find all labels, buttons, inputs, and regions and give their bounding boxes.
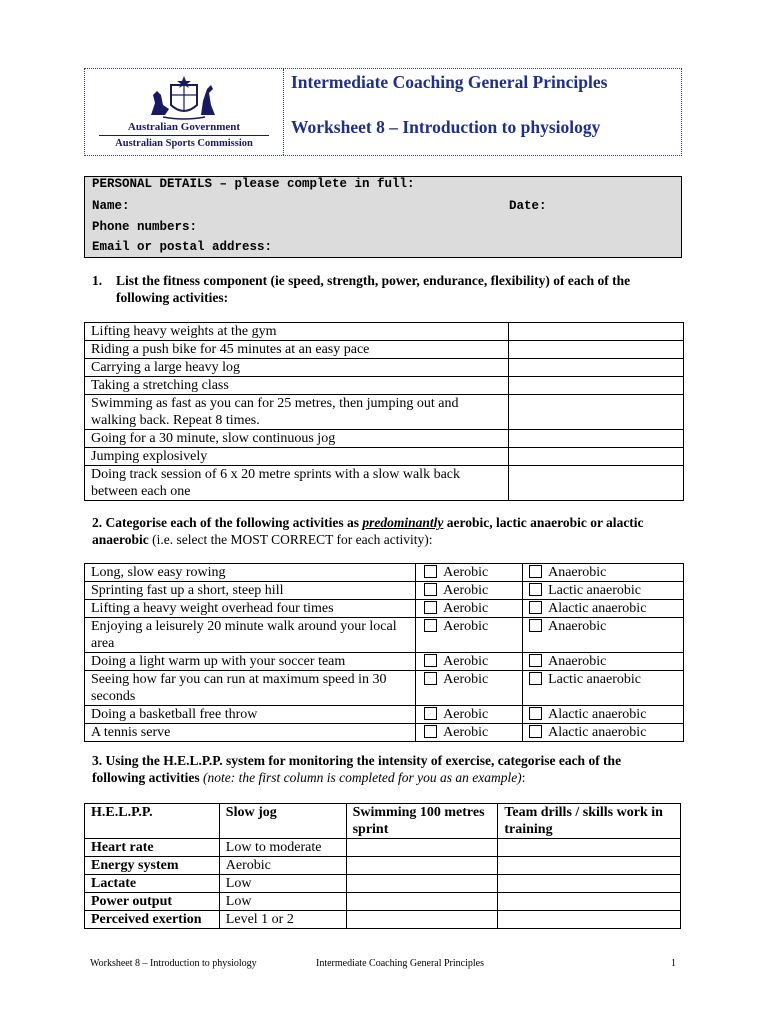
worksheet-title: Worksheet 8 – Introduction to physiology xyxy=(291,117,601,137)
q1-activity: Lifting heavy weights at the gym xyxy=(85,323,509,341)
q3-swimming-answer-cell[interactable] xyxy=(346,839,498,857)
q3-header-row xyxy=(85,804,681,839)
checkbox[interactable] xyxy=(424,601,437,614)
personal-details-heading: PERSONAL DETAILS – please complete in full: xyxy=(92,177,415,191)
q3-row-label: Lactate xyxy=(85,875,220,893)
q3-slow-jog-value: Level 1 or 2 xyxy=(219,911,346,929)
q2-activity: Sprinting fast up a short, steep hill xyxy=(85,582,416,600)
table-row xyxy=(85,893,681,911)
table-row xyxy=(85,359,684,377)
checkbox[interactable] xyxy=(529,725,542,738)
checkbox[interactable] xyxy=(529,672,542,685)
table-row xyxy=(85,653,684,671)
table-row xyxy=(85,671,684,706)
q2-option-label: Aerobic xyxy=(443,725,489,740)
q3-slow-jog-value: Low to moderate xyxy=(219,839,346,857)
table-row xyxy=(85,323,684,341)
q3-table xyxy=(84,803,681,929)
table-row xyxy=(85,839,681,857)
table-row xyxy=(85,448,684,466)
table-row xyxy=(85,857,681,875)
checkbox[interactable] xyxy=(529,565,542,578)
q2-option-cell xyxy=(416,706,523,724)
logo-text-commission: Australian Sports Commission xyxy=(115,138,253,149)
q1-number: 1. xyxy=(92,273,103,288)
checkbox[interactable] xyxy=(424,654,437,667)
q3-text-note: (note: the first column is completed for you as an example) xyxy=(199,770,522,785)
q3-swimming-answer-cell[interactable] xyxy=(346,911,498,929)
email-label[interactable]: Email or postal address: xyxy=(92,240,273,254)
q2-activity: Doing a light warm up with your soccer team xyxy=(85,653,416,671)
q3-team-drills-answer-cell[interactable] xyxy=(498,857,681,875)
q1-activity: Jumping explosively xyxy=(85,448,509,466)
q2-activity: Enjoying a leisurely 20 minute walk around your local area xyxy=(85,618,416,653)
q2-text-middle: aerobic, lactic anaerobic or alactic anaerobic xyxy=(92,515,644,547)
q2-option-cell xyxy=(416,564,523,582)
q2-option-label: Aerobic xyxy=(443,583,489,598)
course-title: Intermediate Coaching General Principles xyxy=(291,72,608,92)
q1-table xyxy=(84,322,684,501)
q2-option-cell xyxy=(523,564,684,582)
table-row xyxy=(85,600,684,618)
table-row xyxy=(85,582,684,600)
q3-team-drills-answer-cell[interactable] xyxy=(498,875,681,893)
q2-option-cell xyxy=(416,618,523,653)
q2-option-cell xyxy=(523,706,684,724)
q2-option-label: Aerobic xyxy=(443,601,489,616)
q2-option-cell xyxy=(416,671,523,706)
checkbox[interactable] xyxy=(424,619,437,632)
table-row xyxy=(85,875,681,893)
checkbox[interactable] xyxy=(529,583,542,596)
q1-activity: Riding a push bike for 45 minutes at an easy pace xyxy=(85,341,509,359)
personal-details-box xyxy=(84,176,682,258)
q3-header-slow-jog: Slow jog xyxy=(219,804,346,839)
q2-table xyxy=(84,563,684,742)
q3-team-drills-answer-cell[interactable] xyxy=(498,839,681,857)
table-row xyxy=(85,341,684,359)
q3-row-label: Power output xyxy=(85,893,220,911)
checkbox[interactable] xyxy=(424,707,437,720)
q2-activity: Long, slow easy rowing xyxy=(85,564,416,582)
footer-center: Intermediate Coaching General Principles xyxy=(316,958,484,969)
checkbox[interactable] xyxy=(529,619,542,632)
q2-text-emphasis: predominantly xyxy=(362,515,444,530)
table-row xyxy=(85,466,684,501)
q2-option-cell xyxy=(523,653,684,671)
q2-activity: Doing a basketball free throw xyxy=(85,706,416,724)
table-row xyxy=(85,377,684,395)
logo-rule xyxy=(99,135,269,136)
q3-slow-jog-value: Aerobic xyxy=(219,857,346,875)
checkbox[interactable] xyxy=(529,601,542,614)
q2-option-cell xyxy=(416,653,523,671)
q2-option-label: Alactic anaerobic xyxy=(548,601,647,616)
q2-activity: Lifting a heavy weight overhead four times xyxy=(85,600,416,618)
q2-text-prefix: 2. Categorise each of the following activities as xyxy=(92,515,363,530)
q3-slow-jog-value: Low xyxy=(219,875,346,893)
q1-answer-cell[interactable] xyxy=(509,377,684,395)
q3-header-team-drills: Team drills / skills work in training xyxy=(498,804,681,839)
table-row xyxy=(85,618,684,653)
logo-text-government: Australian Government xyxy=(127,121,241,133)
header-divider xyxy=(283,69,284,155)
q1-answer-cell[interactable] xyxy=(509,359,684,377)
q1-answer-cell[interactable] xyxy=(509,430,684,448)
q3-slow-jog-value: Low xyxy=(219,893,346,911)
document-header xyxy=(84,68,682,156)
table-row xyxy=(85,395,684,430)
q3-header-helpp: H.E.L.P.P. xyxy=(85,804,220,839)
logo-block xyxy=(85,69,283,155)
q2-option-label: Lactic anaerobic xyxy=(548,583,641,598)
q3-team-drills-answer-cell[interactable] xyxy=(498,911,681,929)
q3-row-label: Perceived exertion xyxy=(85,911,220,929)
checkbox[interactable] xyxy=(424,583,437,596)
q2-option-label: Aerobic xyxy=(443,565,489,580)
q2-option-cell xyxy=(523,600,684,618)
q2-option-cell xyxy=(416,582,523,600)
table-row xyxy=(85,724,684,742)
name-label[interactable]: Name: xyxy=(92,199,130,213)
q3-header-swimming: Swimming 100 metres sprint xyxy=(346,804,498,839)
q1-activity: Carrying a large heavy log xyxy=(85,359,509,377)
q2-option-label: Alactic anaerobic xyxy=(548,707,647,722)
q2-option-cell xyxy=(523,618,684,653)
q2-option-label: Anaerobic xyxy=(548,565,607,580)
date-label[interactable]: Date: xyxy=(509,199,547,213)
table-row xyxy=(85,911,681,929)
coat-of-arms-icon xyxy=(141,75,227,121)
q3-text-bold: 3. Using the H.E.L.P.P. system for monitoring the intensity of exercise, categorise each of the following activities xyxy=(92,753,622,785)
q2-option-label: Aerobic xyxy=(443,707,489,722)
checkbox[interactable] xyxy=(424,565,437,578)
q2-option-label: Anaerobic xyxy=(548,654,607,669)
checkbox[interactable] xyxy=(424,725,437,738)
checkbox[interactable] xyxy=(529,707,542,720)
q2-activity: Seeing how far you can run at maximum speed in 30 seconds xyxy=(85,671,416,706)
q2-option-cell xyxy=(523,671,684,706)
q1-activity: Going for a 30 minute, slow continuous jog xyxy=(85,430,509,448)
q3-row-label: Energy system xyxy=(85,857,220,875)
q2-option-cell xyxy=(523,724,684,742)
q2-option-label: Aerobic xyxy=(443,619,489,634)
q2-option-cell xyxy=(416,600,523,618)
q3-swimming-answer-cell[interactable] xyxy=(346,893,498,911)
footer-left: Worksheet 8 – Introduction to physiology xyxy=(90,958,257,969)
q2-option-label: Aerobic xyxy=(443,654,489,669)
q2-option-label: Aerobic xyxy=(443,672,489,687)
q1-activity: Taking a stretching class xyxy=(85,377,509,395)
checkbox[interactable] xyxy=(424,672,437,685)
q2-text xyxy=(92,514,672,548)
q1-answer-cell[interactable] xyxy=(509,341,684,359)
q2-option-cell xyxy=(416,724,523,742)
table-row xyxy=(85,430,684,448)
q2-option-label: Lactic anaerobic xyxy=(548,672,641,687)
q1-answer-cell[interactable] xyxy=(509,466,684,501)
q2-option-label: Anaerobic xyxy=(548,619,607,634)
q3-text-colon: : xyxy=(521,770,526,785)
q2-option-label: Alactic anaerobic xyxy=(548,725,647,740)
phone-label[interactable]: Phone numbers: xyxy=(92,220,198,234)
q3-team-drills-answer-cell[interactable] xyxy=(498,893,681,911)
q1-answer-cell[interactable] xyxy=(509,448,684,466)
footer-page-number: 1 xyxy=(671,958,676,969)
q1-text: List the fitness component (ie speed, strength, power, endurance, flexibility) of each of the following activities: xyxy=(116,273,631,305)
q2-activity: A tennis serve xyxy=(85,724,416,742)
q1-answer-cell[interactable] xyxy=(509,323,684,341)
q1-activity: Swimming as fast as you can for 25 metres, then jumping out and walking back. Repeat 8 times. xyxy=(85,395,509,430)
q3-text xyxy=(92,752,672,786)
q3-row-label: Heart rate xyxy=(85,839,220,857)
q1-answer-cell[interactable] xyxy=(509,395,684,430)
checkbox[interactable] xyxy=(529,654,542,667)
q3-swimming-answer-cell[interactable] xyxy=(346,857,498,875)
table-row xyxy=(85,706,684,724)
table-row xyxy=(85,564,684,582)
q1-activity: Doing track session of 6 x 20 metre sprints with a slow walk back between each one xyxy=(85,466,509,501)
q2-text-suffix: (i.e. select the MOST CORRECT for each activity): xyxy=(148,532,433,547)
q2-option-cell xyxy=(523,582,684,600)
q3-swimming-answer-cell[interactable] xyxy=(346,875,498,893)
